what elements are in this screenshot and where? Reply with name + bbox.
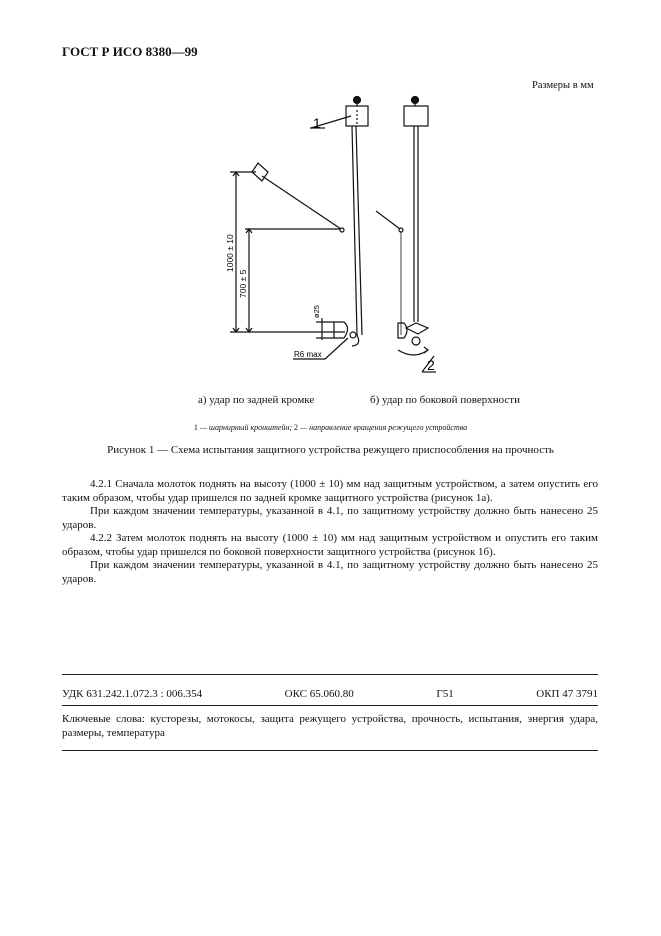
dim-r6-label: R6 max bbox=[294, 350, 322, 359]
guard-edge-a bbox=[350, 332, 356, 338]
footer-middle-rule bbox=[62, 705, 598, 706]
legend-1-num: 1 bbox=[193, 423, 198, 432]
footer-bottom-rule bbox=[62, 750, 598, 751]
keywords: Ключевые слова: кусторезы, мотокосы, защита режущего устройства, прочность, испытания, энергия удара, размеры, температура bbox=[62, 713, 598, 739]
udk-code: УДК 631.242.1.072.3 : 006.354 bbox=[62, 688, 203, 700]
caption-b: б) удар по боковой поверхности bbox=[370, 394, 520, 406]
legend-1-text: — шарнирный кронштейн; bbox=[197, 423, 295, 432]
dim-1000-label: 1000 ± 10 bbox=[225, 234, 235, 272]
pendulum-rod-a1 bbox=[352, 126, 357, 335]
paragraph-4-2-2-note: При каждом значении температуры, указанной в 4.1, по защитному устройству должно быть нанесено 25 ударов. bbox=[62, 559, 598, 585]
label-2: 2 bbox=[427, 357, 435, 373]
pendulum-rod-a2 bbox=[356, 126, 362, 335]
oks-code: ОКС 65.060.80 bbox=[284, 688, 354, 700]
pivot-knob-a bbox=[354, 97, 361, 104]
legend-2-text: — направление вращения режущего устройства bbox=[298, 423, 468, 432]
swing-path-1000 bbox=[262, 176, 341, 229]
guard-b bbox=[398, 323, 407, 338]
label-1: 1 bbox=[313, 115, 321, 131]
caption-a: а) удар по задней кромке bbox=[198, 394, 315, 406]
figure-title: Рисунок 1 — Схема испытания защитного устройства режущего приспособления на прочность bbox=[107, 444, 554, 456]
footer-top-rule bbox=[62, 674, 598, 675]
body-text bbox=[62, 478, 598, 586]
okp-code: ОКП 47 3791 bbox=[536, 688, 598, 700]
paragraph-4-2-1: 4.2.1 Сначала молоток поднять на высоту (1000 ± 10) мм над защитным устройством, а затем опустить его таким образом, чтобы удар пришелся по задней кромке защитного устройства (рисунок 1а). bbox=[62, 478, 598, 504]
hammer-position-b bbox=[399, 228, 403, 232]
pivot-knob-b bbox=[412, 97, 419, 104]
dim-25-label: ø25 bbox=[312, 305, 321, 318]
impact-test-diagram bbox=[195, 88, 645, 388]
cutting-head-b bbox=[406, 323, 428, 334]
cutting-hub-b bbox=[412, 337, 420, 345]
document-header: ГОСТ Р ИСО 8380—99 bbox=[62, 44, 198, 59]
guard-a bbox=[334, 322, 348, 338]
legend-2-num: 2 bbox=[294, 423, 299, 432]
g-code: Г51 bbox=[436, 688, 454, 700]
footer-codes bbox=[62, 688, 598, 700]
swing-path-b bbox=[376, 211, 400, 229]
pivot-bracket-b bbox=[404, 106, 428, 126]
figure-legend bbox=[0, 423, 661, 432]
rotation-arrow bbox=[398, 350, 428, 355]
dim-700-label: 700 ± 5 bbox=[238, 269, 248, 298]
hammer-position-700 bbox=[340, 228, 344, 232]
paragraph-4-2-2: 4.2.2 Затем молоток поднять на высоту (1000 ± 10) мм над защитным устройством и опустить его таким образом, чтобы удар пришелся по боковой поверхности защитного устройства (рисунок 1б). bbox=[62, 532, 598, 558]
paragraph-4-2-1-note: При каждом значении температуры, указанной в 4.1, по защитному устройству должно быть нанесено 25 ударов. bbox=[62, 505, 598, 531]
dimensions-note: Размеры в мм bbox=[532, 80, 594, 91]
